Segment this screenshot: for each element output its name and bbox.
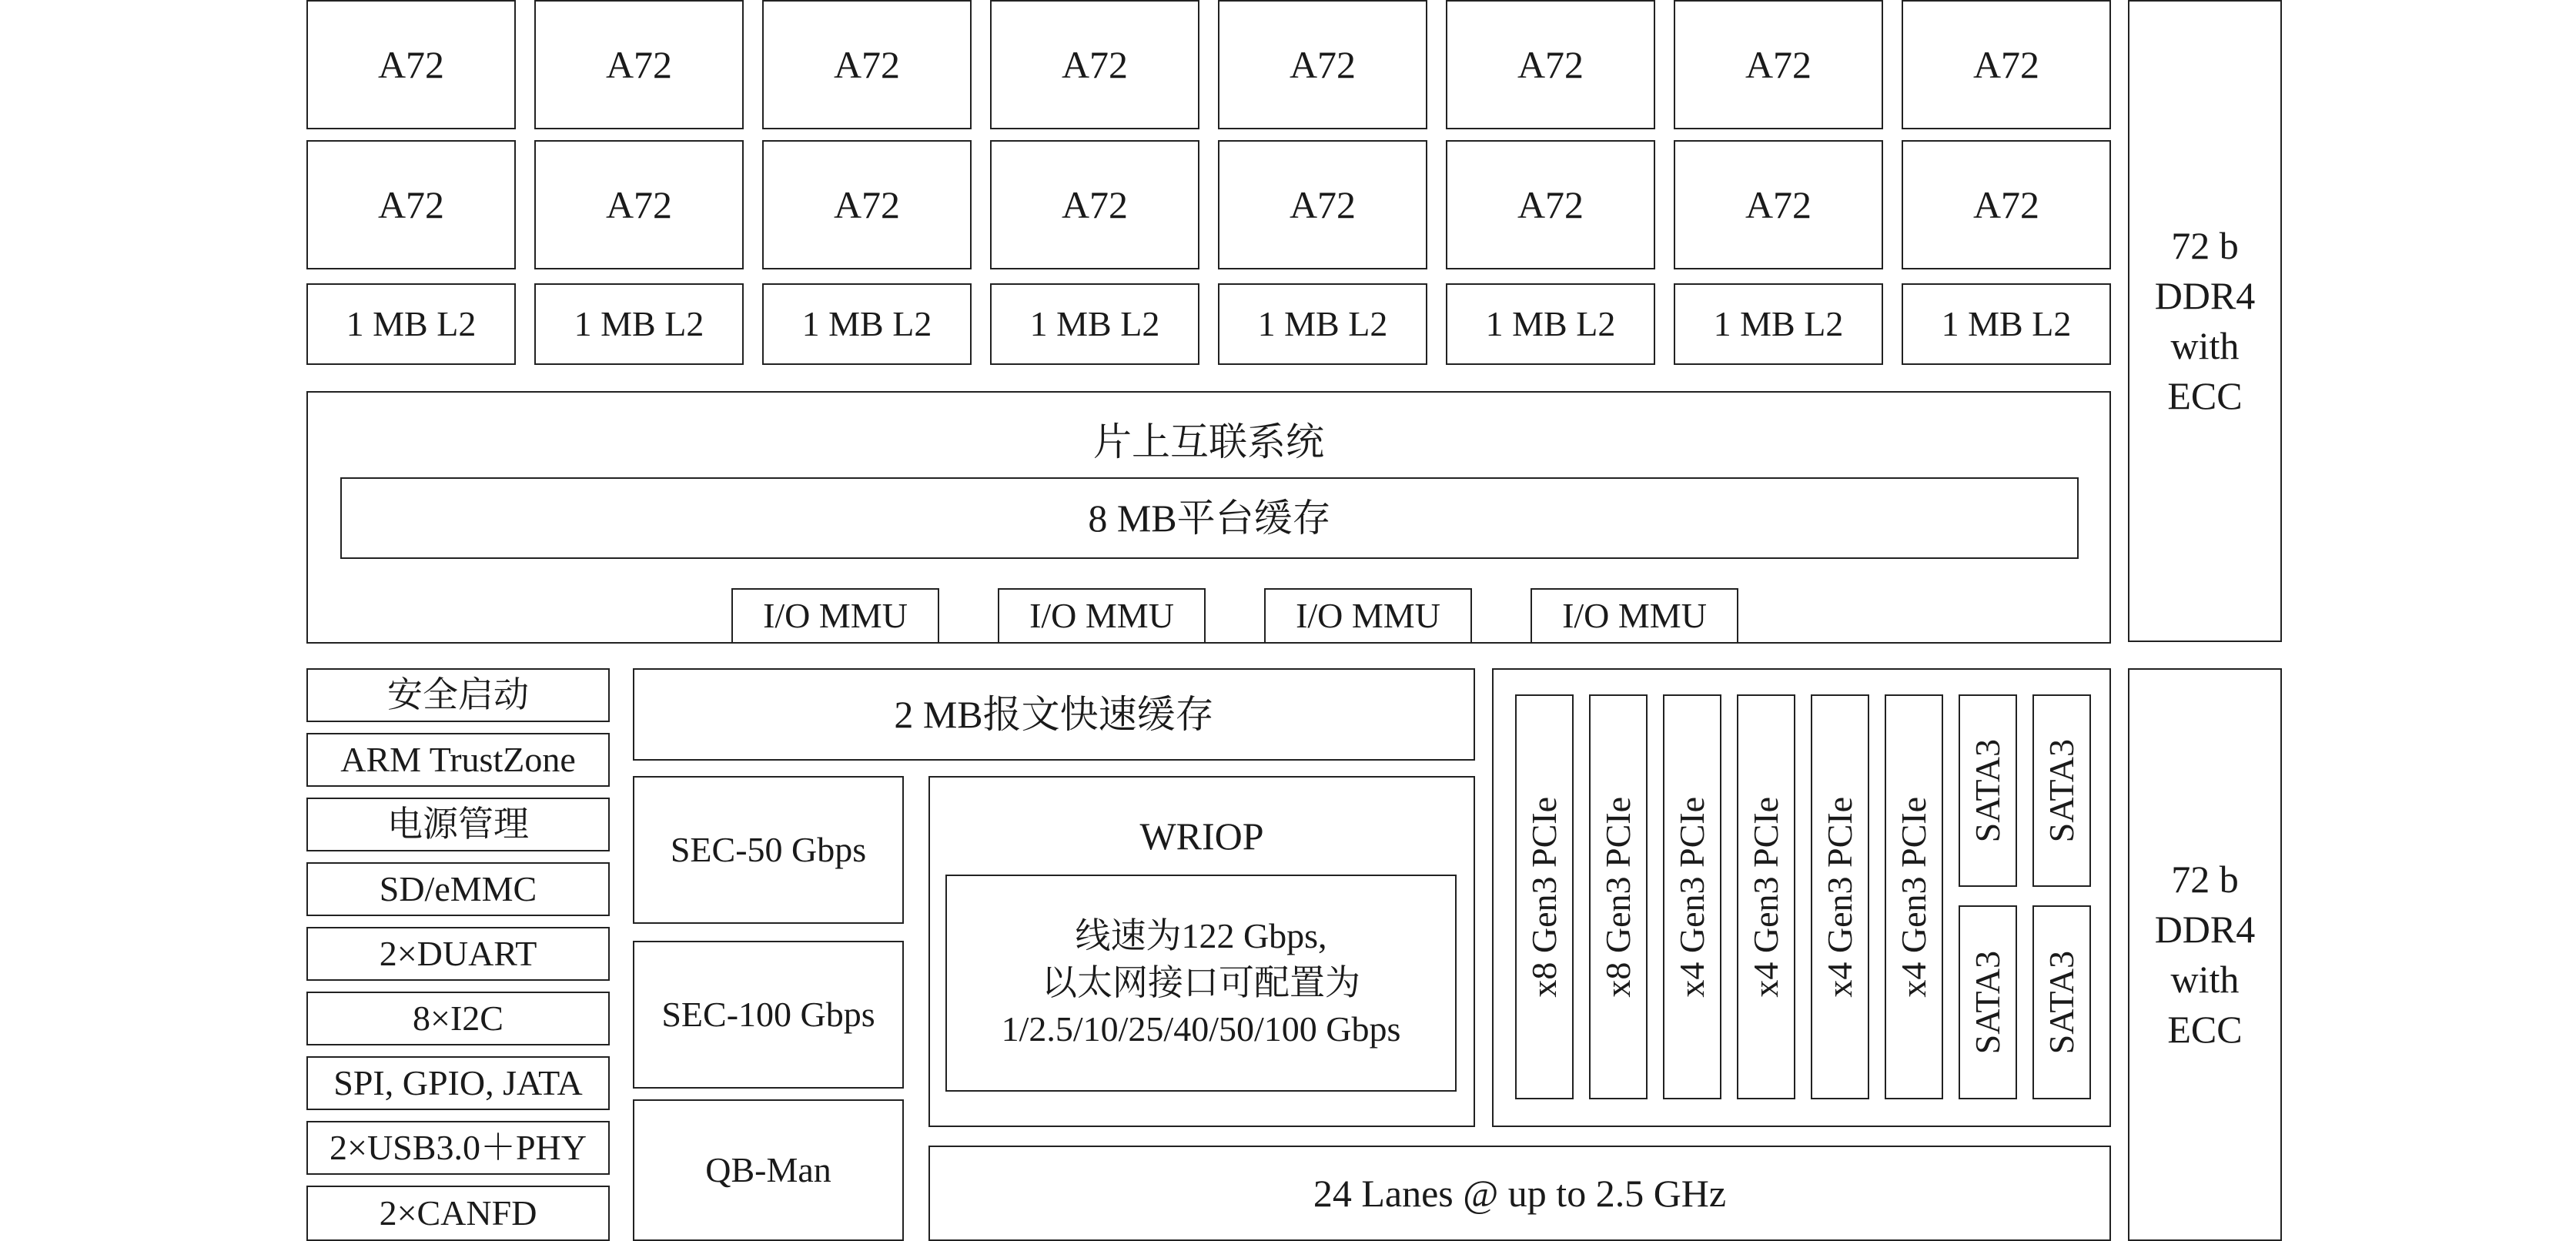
l2-cache: 1 MB L2 — [1218, 283, 1427, 365]
pcie-x4: x4 Gen3 PCIe — [1885, 694, 1943, 1099]
cpu-core: A72 — [534, 0, 744, 129]
cpu-core: A72 — [534, 140, 744, 269]
sata3: SATA3 — [2032, 905, 2091, 1099]
pcie-x4: x4 Gen3 PCIe — [1737, 694, 1795, 1099]
l2-cache: 1 MB L2 — [762, 283, 972, 365]
cpu-core: A72 — [306, 140, 516, 269]
sata3: SATA3 — [2032, 694, 2091, 887]
cpu-core: A72 — [990, 140, 1199, 269]
arm-trustzone: ARM TrustZone — [306, 733, 610, 787]
power-management: 电源管理 — [306, 798, 610, 851]
cpu-core: A72 — [990, 0, 1199, 129]
io-mmu: I/O MMU — [998, 588, 1206, 644]
serdes-block — [1492, 668, 2111, 1127]
pcie-x8: x8 Gen3 PCIe — [1589, 694, 1648, 1099]
wriop-ethernet — [945, 875, 1457, 1092]
ddr4-controller-bottom: 72 b DDR4 with ECC — [2128, 668, 2282, 1241]
serdes-lanes: 24 Lanes @ up to 2.5 GHz — [928, 1146, 2111, 1241]
l2-cache: 1 MB L2 — [1902, 283, 2111, 365]
sata3: SATA3 — [1959, 694, 2017, 887]
cpu-core: A72 — [762, 0, 972, 129]
cpu-core: A72 — [1902, 140, 2111, 269]
sata3: SATA3 — [1959, 905, 2017, 1099]
cpu-core: A72 — [306, 0, 516, 129]
cpu-core: A72 — [1446, 0, 1655, 129]
cpu-core: A72 — [1674, 140, 1883, 269]
l2-cache: 1 MB L2 — [306, 283, 516, 365]
i2c: 8×I2C — [306, 992, 610, 1045]
cpu-core: A72 — [1902, 0, 2111, 129]
cpu-core: A72 — [762, 140, 972, 269]
wriop-line-1: 线速为122 Gbps, — [1075, 915, 1327, 955]
ddr4-controller-top: 72 b DDR4 with ECC — [2128, 0, 2282, 642]
l2-cache: 1 MB L2 — [1674, 283, 1883, 365]
pcie-x4: x4 Gen3 PCIe — [1811, 694, 1869, 1099]
duart: 2×DUART — [306, 927, 610, 981]
wriop-title: WRIOP — [1139, 815, 1264, 858]
pcie-x4: x4 Gen3 PCIe — [1663, 694, 1721, 1099]
l2-cache: 1 MB L2 — [534, 283, 744, 365]
wriop-line-2: 以太网接口可配置为 — [1042, 962, 1360, 1002]
l2-cache: 1 MB L2 — [1446, 283, 1655, 365]
secure-boot: 安全启动 — [306, 668, 610, 722]
l2-cache: 1 MB L2 — [990, 283, 1199, 365]
interconnect-title: 片上互联系统 — [1093, 420, 1324, 463]
cpu-core: A72 — [1218, 140, 1427, 269]
canfd: 2×CANFD — [306, 1186, 610, 1241]
sec-100: SEC-100 Gbps — [633, 941, 904, 1089]
cpu-core: A72 — [1446, 140, 1655, 269]
platform-cache: 8 MB平台缓存 — [340, 477, 2079, 559]
io-mmu: I/O MMU — [731, 588, 939, 644]
cpu-core: A72 — [1218, 0, 1427, 129]
qb-man: QB-Man — [633, 1099, 904, 1241]
sec-50: SEC-50 Gbps — [633, 776, 904, 924]
spi-gpio-jata: SPI, GPIO, JATA — [306, 1056, 610, 1110]
cpu-core: A72 — [1674, 0, 1883, 129]
sd-emmc: SD/eMMC — [306, 862, 610, 916]
pcie-x8: x8 Gen3 PCIe — [1515, 694, 1574, 1099]
packet-cache: 2 MB报文快速缓存 — [633, 668, 1475, 761]
usb3-phy: 2×USB3.0＋PHY — [306, 1121, 610, 1175]
io-mmu: I/O MMU — [1264, 588, 1472, 644]
io-mmu: I/O MMU — [1531, 588, 1738, 644]
wriop-line-3: 1/2.5/10/25/40/50/100 Gbps — [1001, 1009, 1401, 1049]
